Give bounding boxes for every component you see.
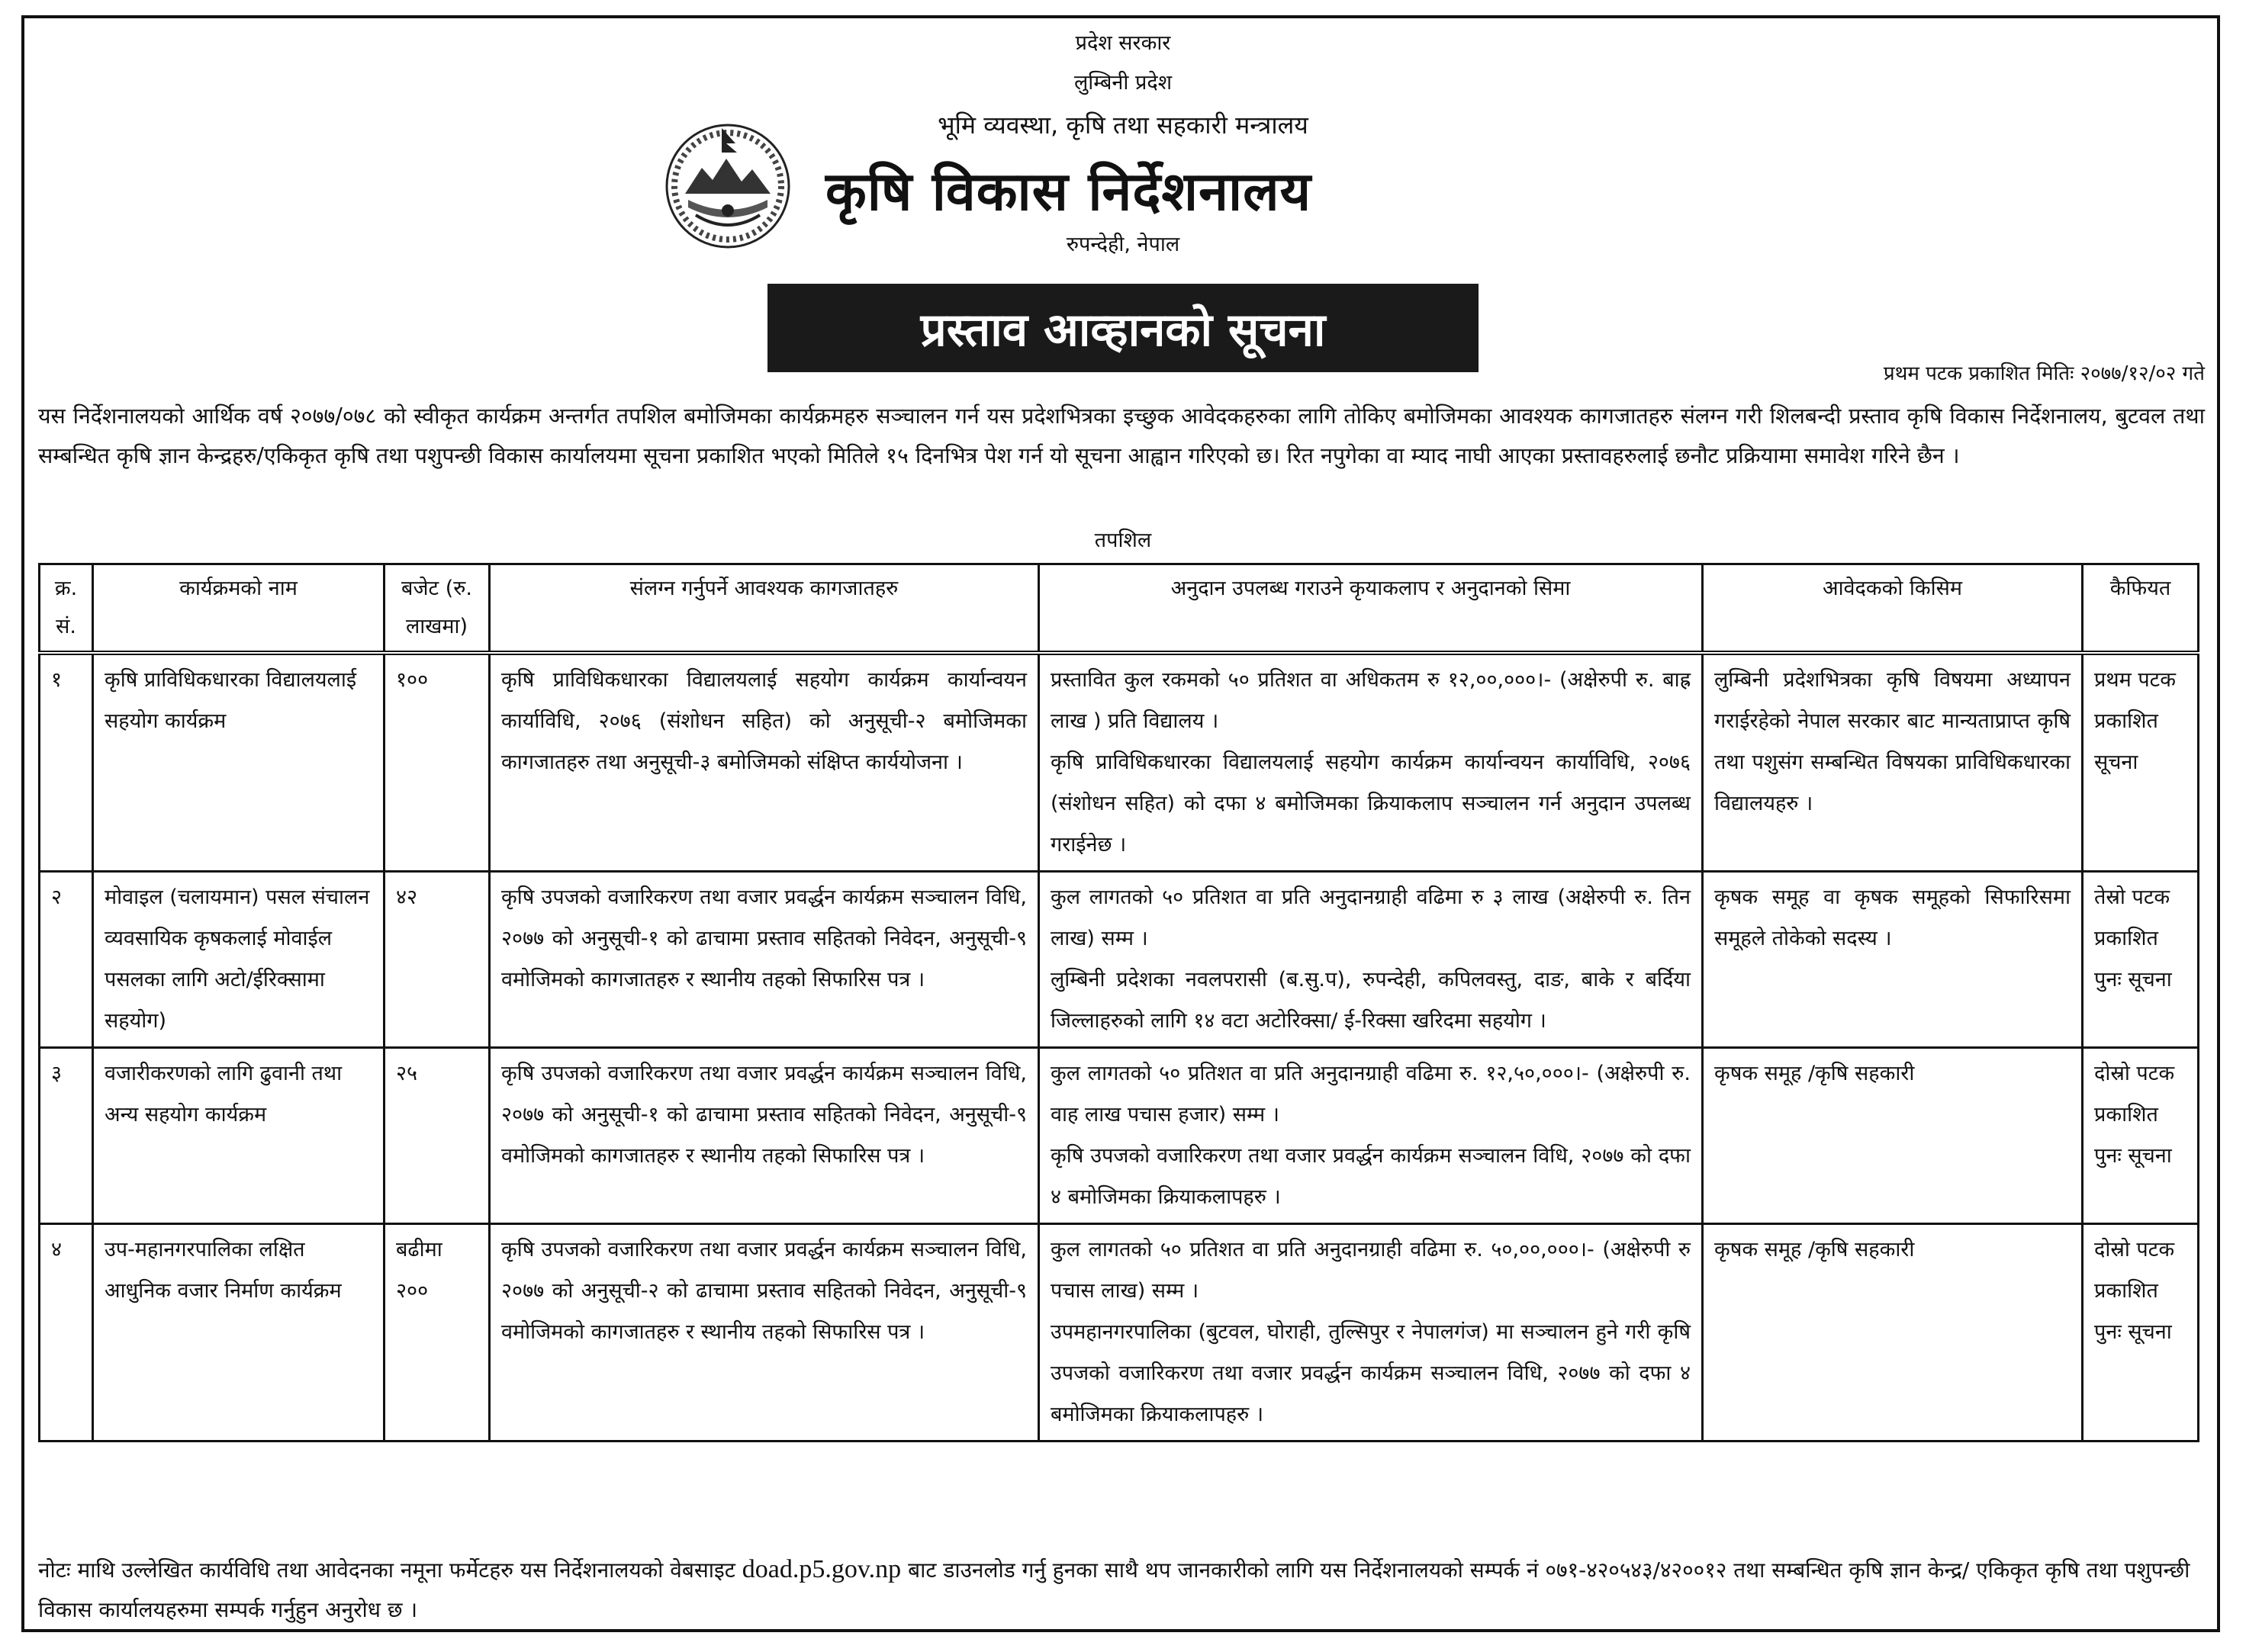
- ministry-label: भूमि व्यवस्था, कृषि तथा सहकारी मन्त्रालय: [938, 111, 1308, 140]
- row-serial: २: [40, 872, 93, 1048]
- row-applicant: कृषक समूह /कृषि सहकारी: [1703, 1048, 2083, 1224]
- government-label: प्रदेश सरकार: [1075, 31, 1171, 55]
- row-serial: १: [40, 653, 93, 872]
- row-applicant: कृषक समूह वा कृषक समूहको सिफारिसमा समूहले तोकेको सदस्य ।: [1703, 872, 2083, 1048]
- row-grant: [1039, 1048, 1703, 1224]
- row-serial: ३: [40, 1048, 93, 1224]
- row-remarks: प्रथम पटक प्रकाशित सूचना: [2083, 653, 2199, 872]
- header-serial: क्र. सं.: [40, 564, 93, 654]
- row-budget: १००: [385, 653, 490, 872]
- row-grant-limit: कुल लागतको ५० प्रतिशत वा प्रति अनुदानग्राही वढिमा रु ३ लाख (अक्षेरुपी रु. तिन लाख) सम्म ।: [1051, 885, 1691, 950]
- row-applicant: कृषक समूह /कृषि सहकारी: [1703, 1224, 2083, 1441]
- row-grant-activity: कृषि उपजको वजारिकरण तथा वजार प्रवर्द्धन कार्यक्रम सञ्चालन विधि, २०७७ को दफा ४ बमोजिमका क्रियाकलापहरु ।: [1051, 1144, 1691, 1209]
- row-serial: ४: [40, 1224, 93, 1441]
- row-grant-activity: लुम्बिनी प्रदेशका नवलपरासी (ब.सु.प), रुपन्देही, कपिलवस्तु, दाङ, बाके र बर्दिया जिल्लाहरुको लागि १४ वटा अटोरिक्सा/ ई-रिक्सा खरिदमा सहयोग ।: [1051, 968, 1691, 1033]
- header-program-name: कार्यक्रमको नाम: [93, 564, 385, 654]
- directorate-title: कृषि विकास निर्देशनालय: [825, 160, 1312, 223]
- row-budget: बढीमा २००: [385, 1224, 490, 1441]
- row-program-name: मोवाइल (चलायमान) पसल संचालन व्यवसायिक कृषकलाई मोवाईल पसलका लागि अटो/ईरिक्सामा सहयोग): [93, 872, 385, 1048]
- row-budget: २५: [385, 1048, 490, 1224]
- table-row: [40, 872, 2199, 1048]
- row-applicant: लुम्बिनी प्रदेशभित्रका कृषि विषयमा अध्यापन गराईरहेको नेपाल सरकार बाट मान्यताप्राप्त कृषि तथा पशुसंग सम्बन्धित विषयका प्राविधिकधारका विद्यालयहरु ।: [1703, 653, 2083, 872]
- note-text-after-website: बाट डाउनलोड गर्नु हुनका साथै थप जानकारीको लागि यस निर्देशनालयको सम्पर्क नं ०७१-४२०५४३/४२००१२ तथा सम्बन्धित कृषि ज्ञान केन्द्र/ एकिकृत कृषि तथा पशुपन्छी विकास कार्यालयहरुमा सम्पर्क गर्नुहुन अनुरोध छ ।: [38, 1557, 2190, 1622]
- row-documents: कृषि उपजको वजारिकरण तथा वजार प्रवर्द्धन कार्यक्रम सञ्चालन विधि, २०७७ को अनुसूची-१ को ढाचामा प्रस्ताव सहितको निवेदन, अनुसूची-९ वमोजिमको कागजातहरु र स्थानीय तहको सिफारिस पत्र ।: [490, 1048, 1039, 1224]
- header-budget: बजेट (रु. लाखमा): [385, 564, 490, 654]
- row-grant: [1039, 1224, 1703, 1441]
- row-remarks: दोस्रो पटक प्रकाशित पुनः सूचना: [2083, 1224, 2199, 1441]
- row-grant: [1039, 872, 1703, 1048]
- intro-paragraph: यस निर्देशनालयको आर्थिक वर्ष २०७७/०७८ को स्वीकृत कार्यक्रम अन्तर्गत तपशिल बमोजिमका कार्यक्रमहरु सञ्चालन गर्न यस प्रदेशभित्रका इच्छुक आवेदकहरुका लागि तोकिए बमोजिमका आवश्यक कागजातहरु संलग्न गरी शिलबन्दी प्रस्ताव कृषि विकास निर्देशनालय, बुटवल तथा सम्बन्धित कृषि ज्ञान केन्द्रहरु/एकिकृत कृषि तथा पशुपन्छी विकास कार्यालयमा सूचना प्रकाशित भएको मितिले १५ दिनभित्र पेश गर्न यो सूचना आह्वान गरिएको छ। रित नपुगेका वा म्याद नाघी आएका प्रस्तावहरुलाई छनौट प्रक्रियामा समावेश गरिने छैन ।: [38, 403, 2205, 468]
- header-grant: अनुदान उपलब्ध गराउने कृयाकलाप र अनुदानको सिमा: [1039, 564, 1703, 654]
- table-row: [40, 653, 2199, 872]
- publication-date: प्रथम पटक प्रकाशित मितिः २०७७/१२/०२ गते: [1883, 362, 2205, 385]
- row-budget: ४२: [385, 872, 490, 1048]
- row-documents: कृषि उपजको वजारिकरण तथा वजार प्रवर्द्धन कार्यक्रम सञ्चालन विधि, २०७७ को अनुसूची-१ को ढाचामा प्रस्ताव सहितको निवेदन, अनुसूची-९ वमोजिमको कागजातहरु र स्थानीय तहको सिफारिस पत्र ।: [490, 872, 1039, 1048]
- location-label: रुपन्देही, नेपाल: [1066, 233, 1180, 256]
- row-program-name: वजारीकरणको लागि ढुवानी तथा अन्य सहयोग कार्यक्रम: [93, 1048, 385, 1224]
- row-documents: कृषि प्राविधिकधारका विद्यालयलाई सहयोग कार्यक्रम कार्यान्वयन कार्याविधि, २०७६ (संशोधन सहित) को अनुसूची-२ बमोजिमका कागजातहरु तथा अनुसूची-३ बमोजिमको संक्षिप्त कार्ययोजना ।: [490, 653, 1039, 872]
- row-grant-limit: कुल लागतको ५० प्रतिशत वा प्रति अनुदानग्राही वढिमा रु. ५०,००,०००।- (अक्षेरुपी रु पचास लाख) सम्म ।: [1051, 1238, 1691, 1303]
- row-documents: कृषि उपजको वजारिकरण तथा वजार प्रवर्द्धन कार्यक्रम सञ्चालन विधि, २०७७ को अनुसूची-२ को ढाचामा प्रस्ताव सहितको निवेदन, अनुसूची-९ वमोजिमको कागजातहरु र स्थानीय तहको सिफारिस पत्र ।: [490, 1224, 1039, 1441]
- programs-table: [38, 563, 2199, 1442]
- header-applicant: आवेदकको किसिम: [1703, 564, 2083, 654]
- table-row: [40, 1224, 2199, 1441]
- row-grant-activity: उपमहानगरपालिका (बुटवल, घोराही, तुल्सिपुर र नेपालगंज) मा सञ्चालन हुने गरी कृषि उपजको वजारिकरण तथा वजार प्रवर्द्धन कार्यक्रम सञ्चालन विधि, २०७७ को दफा ४ बमोजिमका क्रियाकलापहरु ।: [1051, 1320, 1691, 1426]
- row-program-name: कृषि प्राविधिकधारका विद्यालयलाई सहयोग कार्यक्रम: [93, 653, 385, 872]
- row-program-name: उप-महानगरपालिका लक्षित आधुनिक वजार निर्माण कार्यक्रम: [93, 1224, 385, 1441]
- province-label: लुम्बिनी प्रदेश: [1073, 71, 1173, 95]
- footer-note: [38, 1550, 2205, 1630]
- header-documents: संलग्न गर्नुपर्ने आवश्यक कागजातहरु: [490, 564, 1039, 654]
- row-grant-limit: कुल लागतको ५० प्रतिशत वा प्रति अनुदानग्राही वढिमा रु. १२,५०,०००।- (अक्षेरुपी रु. वाह लाख पचास हजार) सम्म ।: [1051, 1062, 1691, 1127]
- row-remarks: दोस्रो पटक प्रकाशित पुनः सूचना: [2083, 1048, 2199, 1224]
- row-grant: [1039, 653, 1703, 872]
- row-grant-limit: प्रस्तावित कुल रकमको ५० प्रतिशत वा अधिकतम रु १२,००,०००।- (अक्षेरुपी रु. बाह्र लाख ) प्रति विद्यालय ।: [1051, 668, 1691, 733]
- notice-title-banner: [767, 284, 1479, 372]
- table-row: [40, 1048, 2199, 1224]
- row-grant-activity: कृषि प्राविधिकधारका विद्यालयलाई सहयोग कार्यक्रम कार्यान्वयन कार्याविधि, २०७६ (संशोधन सहित) को दफा ४ बमोजिमका क्रियाकलाप सञ्चालन गर्न अनुदान उपलब्ध गराईनेछ ।: [1051, 750, 1691, 857]
- website-link[interactable]: doad.p5.gov.np: [742, 1555, 902, 1583]
- notice-title: प्रस्ताव आव्हानको सूचना: [920, 304, 1326, 357]
- row-remarks: तेस्रो पटक प्रकाशित पुनः सूचना: [2083, 872, 2199, 1048]
- table-caption: तपशिल: [1094, 529, 1152, 552]
- note-text-before-website: नोटः माथि उल्लेखित कार्यविधि तथा आवेदनका नमूना फर्मेटहरु यस निर्देशनालयको वेबसाइट: [38, 1557, 735, 1583]
- table-header-row: [40, 564, 2199, 654]
- header-remarks: कैफियत: [2083, 564, 2199, 654]
